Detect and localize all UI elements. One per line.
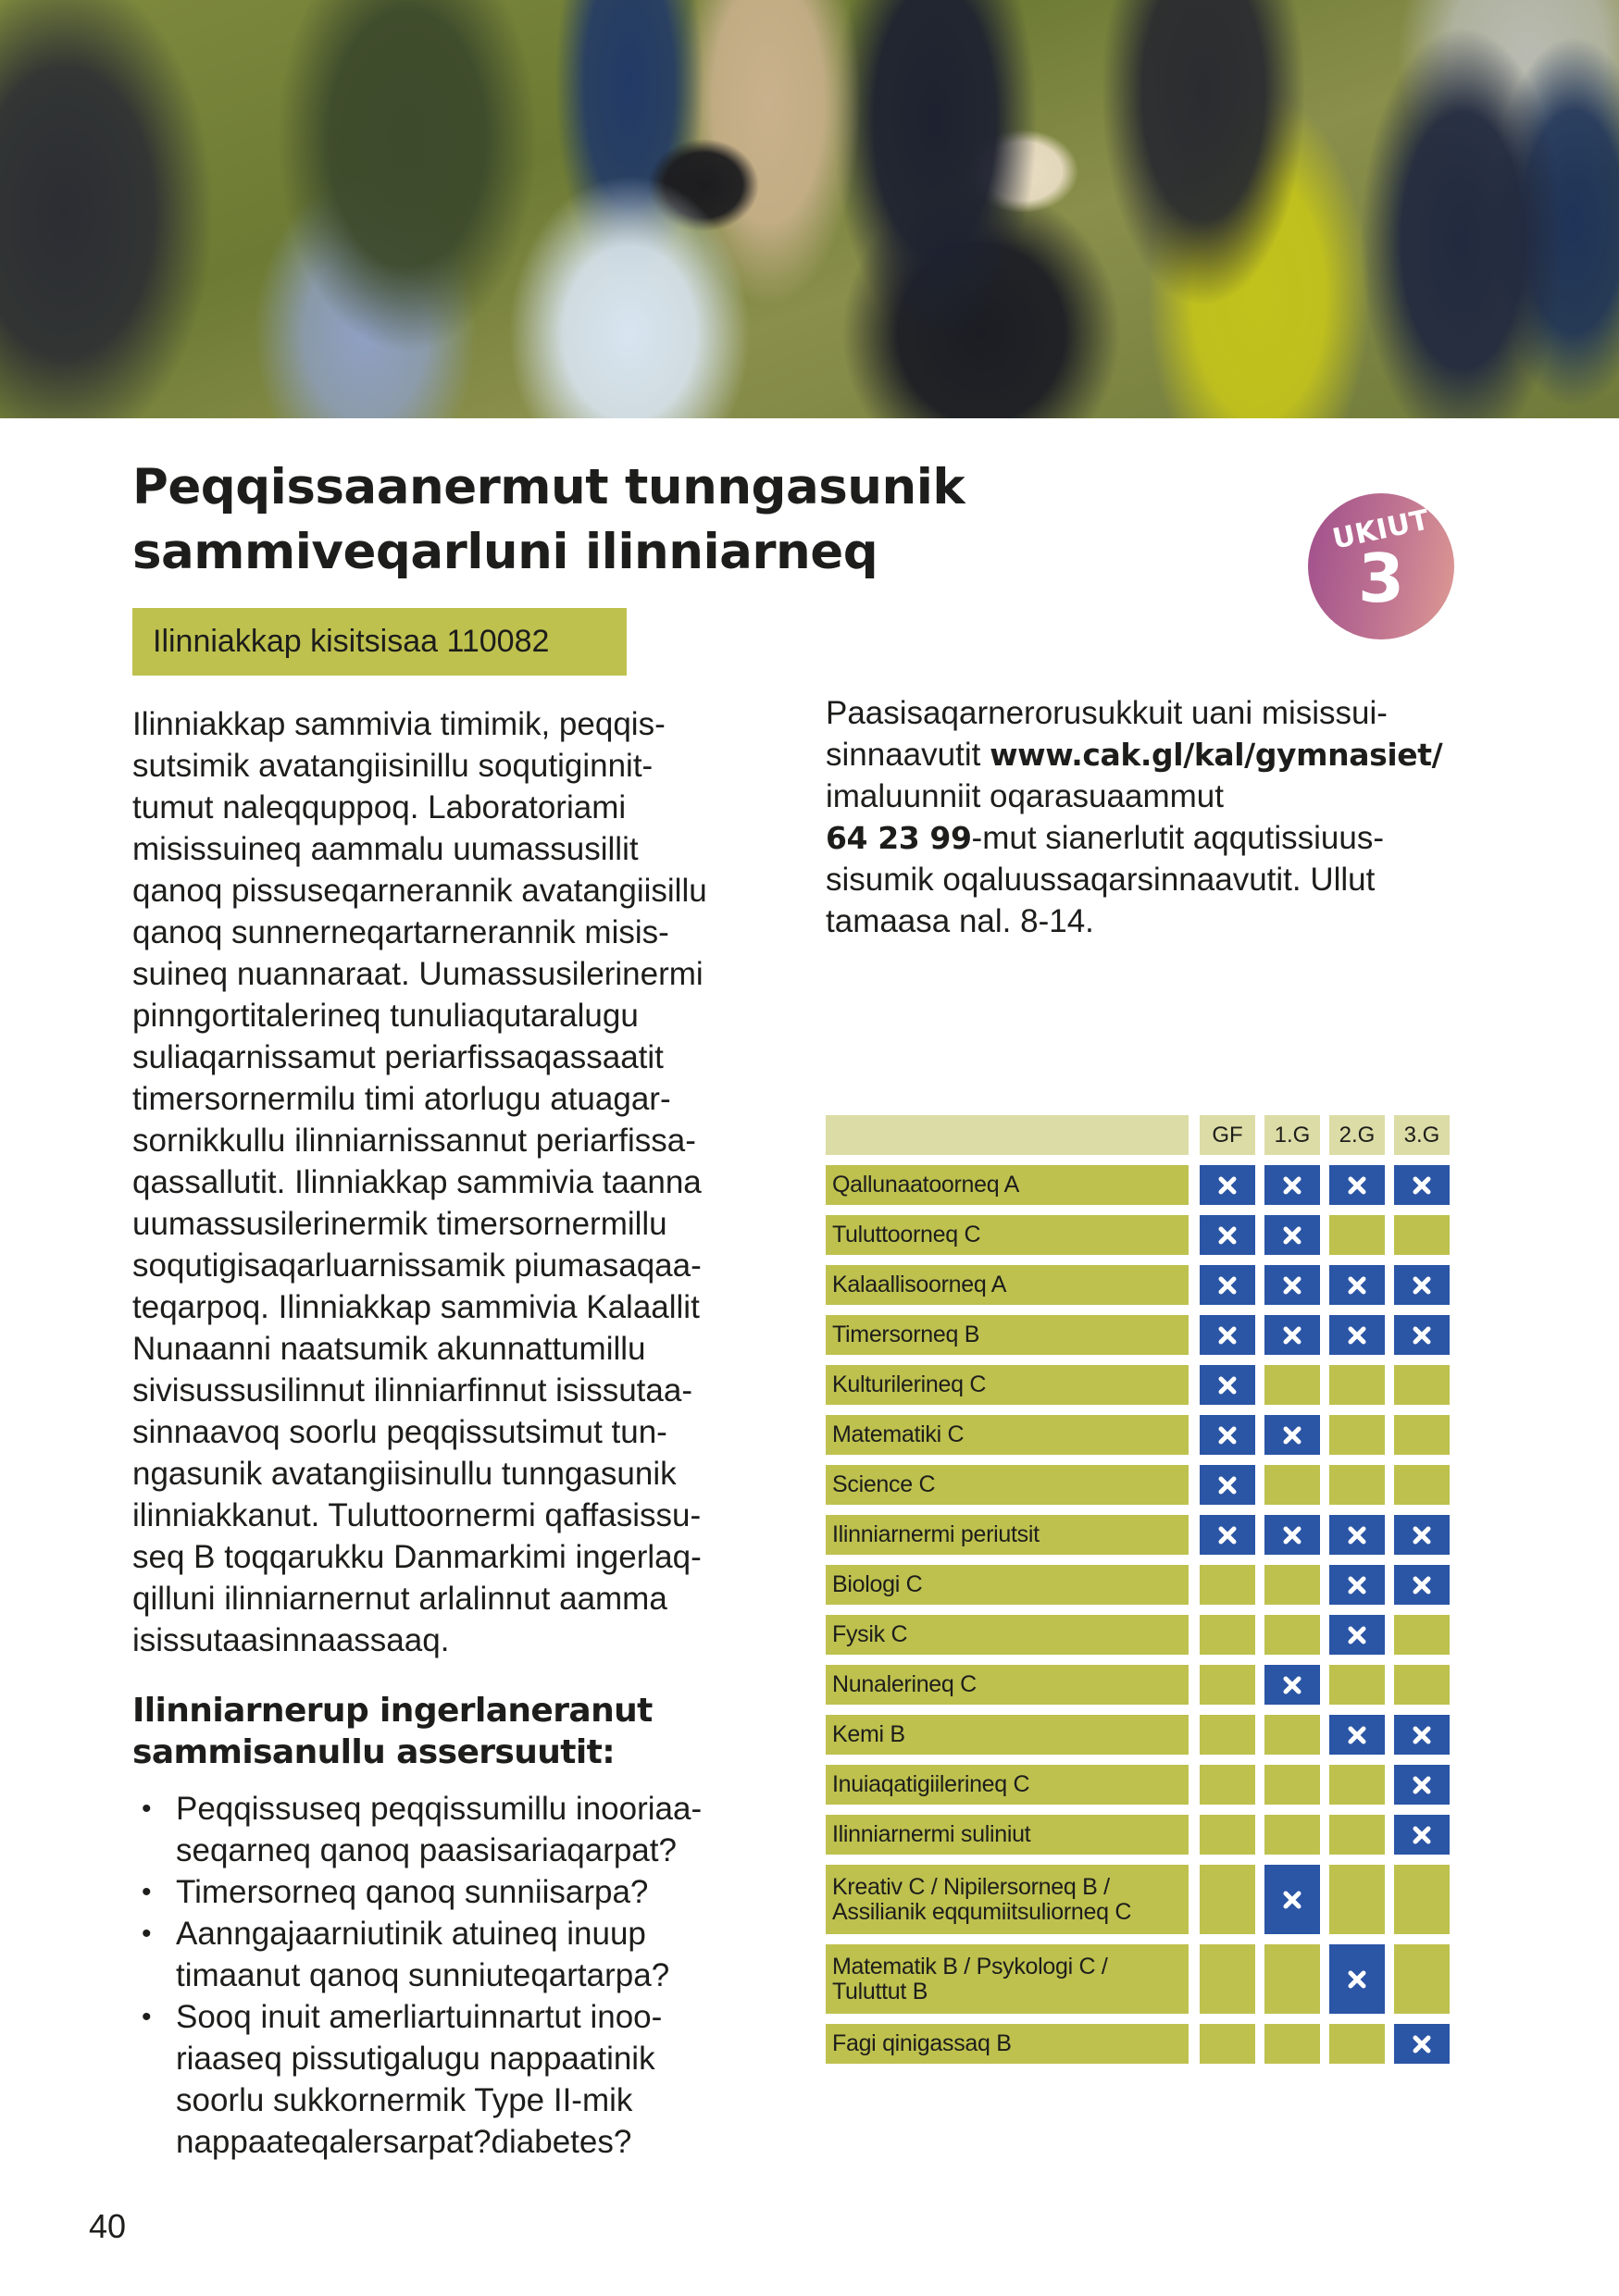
year-cell-2g (1329, 1565, 1385, 1605)
examples-heading (132, 1690, 771, 1773)
year-cell-1g (1264, 1815, 1320, 1855)
year-cell-2g (1329, 1165, 1385, 1205)
year-cell-gf (1200, 1865, 1255, 1934)
check-x-icon (1413, 1326, 1431, 1345)
subject-name (826, 1415, 1189, 1455)
check-x-icon (1413, 1526, 1431, 1545)
contact-line: tamaasa nal. 8-14. (826, 903, 1094, 939)
check-x-icon (1413, 1776, 1431, 1794)
subject-name-line: Kemi B (832, 1721, 905, 1747)
check-x-icon (1283, 1326, 1301, 1345)
contact-paragraph (826, 692, 1464, 942)
year-cell-3g (1394, 1615, 1450, 1655)
year-cell-gf (1200, 1615, 1255, 1655)
table-row (826, 1315, 1450, 1355)
year-cell-3g (1394, 1765, 1450, 1805)
check-x-icon (1348, 1176, 1366, 1195)
contact-text: -mut sianerlutit aqqutissiuus- (971, 820, 1385, 856)
intro-paragraph-line: qilluni ilinniarnernut arlalinnut aamma (132, 1581, 667, 1617)
year-cell-2g (1329, 1665, 1385, 1705)
check-x-icon (1348, 1326, 1366, 1345)
intro-paragraph-line: qassallutit. Ilinniakkap sammivia taanna (132, 1164, 702, 1200)
table-header-blank (826, 1115, 1189, 1155)
year-cell-3g (1394, 1865, 1450, 1934)
year-cell-1g (1264, 1415, 1320, 1455)
year-cell-1g (1264, 1944, 1320, 2014)
page-title-line: Peqqissaanermut tunngasunik (132, 459, 965, 515)
check-x-icon (1218, 1476, 1237, 1495)
check-x-icon (1218, 1176, 1237, 1195)
list-item (132, 1913, 780, 1996)
table-row (826, 1565, 1450, 1605)
check-x-icon (1218, 1276, 1237, 1295)
subject-name (826, 1715, 1189, 1755)
subject-name (826, 1165, 1189, 1205)
subject-name (826, 1365, 1189, 1405)
year-badge-number: 3 (1357, 540, 1405, 617)
intro-paragraph-line: seq B toqqarukku Danmarkimi ingerlaq- (132, 1539, 702, 1575)
year-cell-3g (1394, 1265, 1450, 1305)
check-x-icon (1413, 2035, 1431, 2054)
subject-name-line: Ilinniarnermi periutsit (832, 1521, 1040, 1547)
check-x-icon (1283, 1676, 1301, 1694)
list-item-line: soorlu sukkornermik Type II-mik (176, 2082, 633, 2118)
column-header-3g: 3.G (1394, 1115, 1450, 1155)
list-item (132, 1871, 780, 1913)
check-x-icon (1348, 1526, 1366, 1545)
list-item-line: Sooq inuit amerliartuinnartut inoo- (176, 1999, 663, 2035)
check-x-icon (1283, 1276, 1301, 1295)
intro-paragraph-line: sivisussusilinnut ilinniarfinnut isissutaa- (132, 1372, 692, 1409)
table-row (826, 1944, 1450, 2014)
check-x-icon (1348, 1726, 1366, 1744)
intro-paragraph-line: misissuineq aammalu uumassusillit (132, 831, 639, 867)
year-cell-2g (1329, 1215, 1385, 1255)
subject-name-line: Inuiaqatigiilerineq C (832, 1771, 1030, 1797)
year-cell-gf (1200, 1715, 1255, 1755)
year-cell-3g (1394, 1665, 1450, 1705)
year-cell-1g (1264, 1565, 1320, 1605)
year-cell-1g (1264, 1515, 1320, 1555)
year-cell-1g (1264, 1865, 1320, 1934)
list-item-line: Timersorneq qanoq sunniisarpa? (176, 1874, 649, 1910)
contact-line: Paasisaqarnerorusukkuit uani misissui- (826, 695, 1388, 731)
intro-paragraph-line: soqutigisaqarluarnissamik piumasaqaa- (132, 1247, 702, 1284)
check-x-icon (1413, 1276, 1431, 1295)
year-cell-3g (1394, 1215, 1450, 1255)
subject-name (826, 1315, 1189, 1355)
intro-paragraph-line: Nunaanni naatsumik akunnattumillu (132, 1331, 646, 1367)
examples-heading-line: sammisanullu assersuutit: (132, 1733, 616, 1771)
year-cell-gf (1200, 1265, 1255, 1305)
year-cell-2g (1329, 1365, 1385, 1405)
subject-name-line: Tuluttut B (832, 1978, 928, 2004)
header-photo (0, 0, 1619, 418)
subject-name-line: Assilianik eqqumiitsuliorneq C (832, 1898, 1132, 1925)
subject-name (826, 1515, 1189, 1555)
year-cell-gf (1200, 1315, 1255, 1355)
year-cell-1g (1264, 1165, 1320, 1205)
year-cell-3g (1394, 1815, 1450, 1855)
list-item-line: timaanut qanoq sunniuteqartarpa? (176, 1957, 670, 1993)
year-cell-1g (1264, 1665, 1320, 1705)
subject-name-line: Nunalerineq C (832, 1671, 977, 1697)
intro-paragraph-line: ilinniakkanut. Tuluttoornermi qaffasissu- (132, 1497, 702, 1533)
subject-name-line: Fysik C (832, 1621, 908, 1647)
year-cell-gf (1200, 1815, 1255, 1855)
subject-name-line: Fagi qinigassaq B (832, 2030, 1012, 2056)
table-row (826, 1815, 1450, 1855)
contact-line: sisumik oqaluussaqarsinnaavutit. Ullut (826, 862, 1376, 898)
year-cell-3g (1394, 1165, 1450, 1205)
examples-heading-line: Ilinniarnerup ingerlaneranut (132, 1692, 653, 1730)
year-cell-1g (1264, 1465, 1320, 1505)
subject-name-line: Matematiki C (832, 1421, 965, 1447)
list-item (132, 1788, 780, 1871)
year-badge-label: UKIUT (1329, 503, 1433, 556)
check-x-icon (1218, 1326, 1237, 1345)
bullet-icon: • (142, 1793, 152, 1824)
year-cell-2g (1329, 2024, 1385, 2064)
examples-list (132, 1788, 780, 2163)
subject-name (826, 1615, 1189, 1655)
phone-number[interactable]: 64 23 99 (826, 820, 972, 856)
subject-name (826, 1665, 1189, 1705)
subject-name (826, 1865, 1189, 1934)
subject-name (826, 1815, 1189, 1855)
year-cell-2g (1329, 1865, 1385, 1934)
list-item-line: seqarneq qanoq paasisariaqarpat? (176, 1832, 677, 1868)
check-x-icon (1218, 1376, 1237, 1395)
intro-paragraph-line: teqarpoq. Ilinniakkap sammivia Kalaallit (132, 1289, 700, 1325)
page-number: 40 (89, 2207, 127, 2245)
page-title-line: sammiveqarluni ilinniarneq (132, 524, 878, 580)
check-x-icon (1218, 1226, 1237, 1245)
year-cell-gf (1200, 1765, 1255, 1805)
subject-name-line: Tuluttoorneq C (832, 1222, 981, 1247)
year-cell-2g (1329, 1715, 1385, 1755)
year-cell-1g (1264, 1615, 1320, 1655)
year-cell-gf (1200, 1365, 1255, 1405)
check-x-icon (1413, 1826, 1431, 1844)
intro-paragraph-line: pinngortitalerineq tunuliaqutaralugu (132, 998, 639, 1034)
year-cell-3g (1394, 2024, 1450, 2064)
table-row (826, 1715, 1450, 1755)
subject-name-line: Matematik B / Psykologi C / (832, 1953, 1108, 1980)
intro-paragraph-line: uumassusilerinermik timersornermillu (132, 1206, 667, 1242)
check-x-icon (1283, 1176, 1301, 1195)
subject-name (826, 1465, 1189, 1505)
year-cell-3g (1394, 1565, 1450, 1605)
subject-name (826, 1565, 1189, 1605)
subject-name-line: Qallunaatoorneq A (832, 1172, 1020, 1198)
check-x-icon (1348, 1576, 1366, 1595)
year-cell-1g (1264, 1765, 1320, 1805)
list-item-line: nappaateqalersarpat?diabetes? (176, 2124, 632, 2160)
check-x-icon (1413, 1176, 1431, 1195)
website-link[interactable]: www.cak.gl/kal/gymnasiet/ (990, 737, 1443, 773)
column-header-gf: GF (1200, 1115, 1255, 1155)
check-x-icon (1348, 1626, 1366, 1644)
column-header-1g: 1.G (1264, 1115, 1320, 1155)
year-cell-2g (1329, 1465, 1385, 1505)
year-cell-2g (1329, 1944, 1385, 2014)
bullet-icon: • (142, 1918, 152, 1949)
year-cell-2g (1329, 1615, 1385, 1655)
intro-paragraph-line: suineq nuannaraat. Uumassusilerinermi (132, 956, 704, 992)
bullet-icon: • (142, 2002, 152, 2032)
column-header-2g: 2.G (1329, 1115, 1385, 1155)
check-x-icon (1218, 1426, 1237, 1445)
year-cell-2g (1329, 1765, 1385, 1805)
year-cell-1g (1264, 2024, 1320, 2064)
year-cell-gf (1200, 1415, 1255, 1455)
subject-name-line: Ilinniarnermi suliniut (832, 1821, 1031, 1847)
subject-name-line: Kalaallisoorneq A (832, 1272, 1007, 1297)
course-code-label: Ilinniakkap kisitsisaa 110082 (132, 608, 627, 676)
intro-paragraph-line: isissutaasinnaassaaq. (132, 1622, 450, 1658)
year-cell-1g (1264, 1315, 1320, 1355)
table-row (826, 1215, 1450, 1255)
year-cell-3g (1394, 1465, 1450, 1505)
subject-table (826, 1115, 1450, 2074)
year-cell-1g (1264, 1715, 1320, 1755)
year-cell-gf (1200, 1465, 1255, 1505)
year-cell-1g (1264, 1365, 1320, 1405)
year-cell-2g (1329, 1515, 1385, 1555)
table-row (826, 1165, 1450, 1205)
check-x-icon (1413, 1576, 1431, 1595)
subject-name-line: Biologi C (832, 1571, 923, 1597)
table-row (826, 1465, 1450, 1505)
table-row (826, 1415, 1450, 1455)
year-cell-3g (1394, 1715, 1450, 1755)
year-cell-1g (1264, 1265, 1320, 1305)
year-cell-gf (1200, 1215, 1255, 1255)
check-x-icon (1283, 1226, 1301, 1245)
table-row (826, 1865, 1450, 1934)
intro-paragraph-line: sinnaavoq soorlu peqqissutsimut tun- (132, 1414, 667, 1450)
check-x-icon (1348, 1276, 1366, 1295)
intro-paragraph-line: timersornermilu timi atorlugu atuagar- (132, 1081, 671, 1117)
year-cell-2g (1329, 1315, 1385, 1355)
year-cell-gf (1200, 1165, 1255, 1205)
list-item (132, 1996, 780, 2163)
subject-name (826, 1265, 1189, 1305)
check-x-icon (1218, 1526, 1237, 1545)
table-row (826, 1765, 1450, 1805)
year-cell-3g (1394, 1515, 1450, 1555)
intro-paragraph-line: qanoq sunnerneqartarnerannik misis- (132, 914, 669, 950)
year-cell-3g (1394, 1944, 1450, 2014)
table-header-row (826, 1115, 1450, 1155)
check-x-icon (1283, 1891, 1301, 1909)
intro-paragraph-line: Ilinniakkap sammivia timimik, peqqis- (132, 706, 666, 742)
subject-name (826, 2024, 1189, 2064)
list-item-line: Aanngajaarniutinik atuineq inuup (176, 1916, 646, 1952)
subject-name-line: Science C (832, 1471, 936, 1497)
table-row (826, 1365, 1450, 1405)
check-x-icon (1283, 1426, 1301, 1445)
year-cell-2g (1329, 1815, 1385, 1855)
intro-paragraph-line: ngasunik avatangiisinullu tunngasunik (132, 1456, 677, 1492)
contact-line: imaluunniit oqarasuaammut (826, 778, 1224, 814)
year-cell-gf (1200, 1944, 1255, 2014)
year-cell-gf (1200, 1565, 1255, 1605)
year-cell-gf (1200, 1515, 1255, 1555)
subject-name-line: Kreativ C / Nipilersorneq B / (832, 1873, 1110, 1900)
table-row (826, 1265, 1450, 1305)
intro-paragraph-line: tumut naleqquppoq. Laboratoriami (132, 789, 627, 825)
year-cell-gf (1200, 2024, 1255, 2064)
intro-paragraph-line: sutsimik avatangiisinillu soqutiginnit- (132, 748, 654, 784)
subject-name (826, 1765, 1189, 1805)
table-row (826, 1665, 1450, 1705)
table-row (826, 1615, 1450, 1655)
contact-line (826, 734, 1464, 776)
bullet-icon: • (142, 1877, 152, 1907)
year-cell-2g (1329, 1265, 1385, 1305)
check-x-icon (1283, 1526, 1301, 1545)
subject-name (826, 1944, 1189, 2014)
year-cell-1g (1264, 1215, 1320, 1255)
table-row (826, 2024, 1450, 2064)
intro-paragraph (132, 703, 771, 1661)
table-row (826, 1515, 1450, 1555)
contact-line (826, 817, 1464, 859)
list-item-line: riaaseq pissutigalugu nappaatinik (176, 2041, 655, 2077)
year-badge (1308, 493, 1454, 639)
list-item-line: Peqqissuseq peqqissumillu inooriaa- (176, 1791, 703, 1827)
check-x-icon (1413, 1726, 1431, 1744)
page-title (132, 455, 1058, 585)
year-cell-gf (1200, 1665, 1255, 1705)
year-cell-3g (1394, 1415, 1450, 1455)
subject-name (826, 1215, 1189, 1255)
year-cell-3g (1394, 1315, 1450, 1355)
year-cell-3g (1394, 1365, 1450, 1405)
year-cell-2g (1329, 1415, 1385, 1455)
subject-name-line: Timersorneq B (832, 1322, 980, 1347)
intro-paragraph-line: qanoq pissuseqarnerannik avatangiisillu (132, 873, 707, 909)
intro-paragraph-line: suliaqarnissamut periarfissaqassaatit (132, 1039, 664, 1075)
intro-paragraph-line: sornikkullu ilinniarnissannut periarfissa- (132, 1123, 696, 1159)
subject-name-line: Kulturilerineq C (832, 1371, 987, 1397)
contact-text: sinnaavutit (826, 737, 990, 773)
check-x-icon (1348, 1970, 1366, 1989)
